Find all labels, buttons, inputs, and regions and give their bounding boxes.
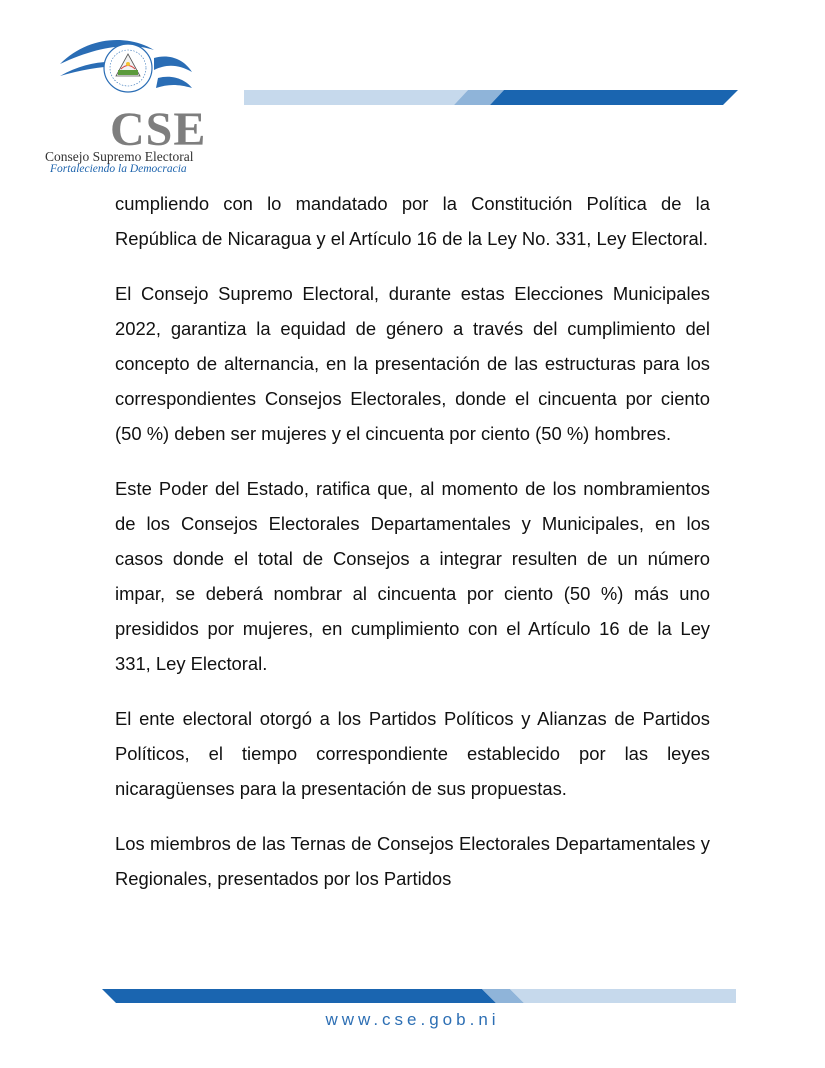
paragraph: Los miembros de las Ternas de Consejos Electorales Departamentales y Regionales, presentados por los Partidos xyxy=(115,833,710,889)
cse-logo xyxy=(40,28,240,178)
logo-slogan: Fortaleciendo la Democracia xyxy=(50,163,187,175)
logo-institution-name: Consejo Supremo Electoral xyxy=(45,149,194,164)
paragraph: cumpliendo con lo mandatado por la Constitución Política de la República de Nicaragua y el Artículo 16 de la Ley No. 331, Ley Electoral. xyxy=(115,193,710,249)
paragraph: Este Poder del Estado, ratifica que, al momento de los nombramientos de los Consejos Electorales Departamentales y Municipales, en los casos donde el total de Consejos a integrar resulten de un número impar, se deberá nombrar al cincuenta por ciento (50 %) más uno presididos por mujeres, en cumplimiento con el Artículo 16 de la Ley 331, Ley Electoral. xyxy=(115,478,710,674)
header-band xyxy=(244,90,738,106)
logo-acronym: CSE xyxy=(110,103,207,156)
paragraph: El Consejo Supremo Electoral, durante estas Elecciones Municipales 2022, garantiza la equidad de género a través del cumplimiento del concepto de alternancia, en la presentación de las estructuras para los correspondientes Consejos Electorales, donde el cincuenta por ciento (50 %) deben ser mujeres y el cincuenta por ciento (50 %) hombres. xyxy=(115,283,710,444)
nicaragua-emblem-icon xyxy=(58,28,198,108)
paragraph: El ente electoral otorgó a los Partidos Políticos y Alianzas de Partidos Políticos, el tiempo correspondiente establecido por las leyes nicaragüenses para la presentación de sus propuestas. xyxy=(115,708,710,799)
document-body xyxy=(115,186,710,916)
footer-website-link[interactable]: www.cse.gob.ni xyxy=(325,1010,500,1029)
footer-band xyxy=(102,989,736,1004)
